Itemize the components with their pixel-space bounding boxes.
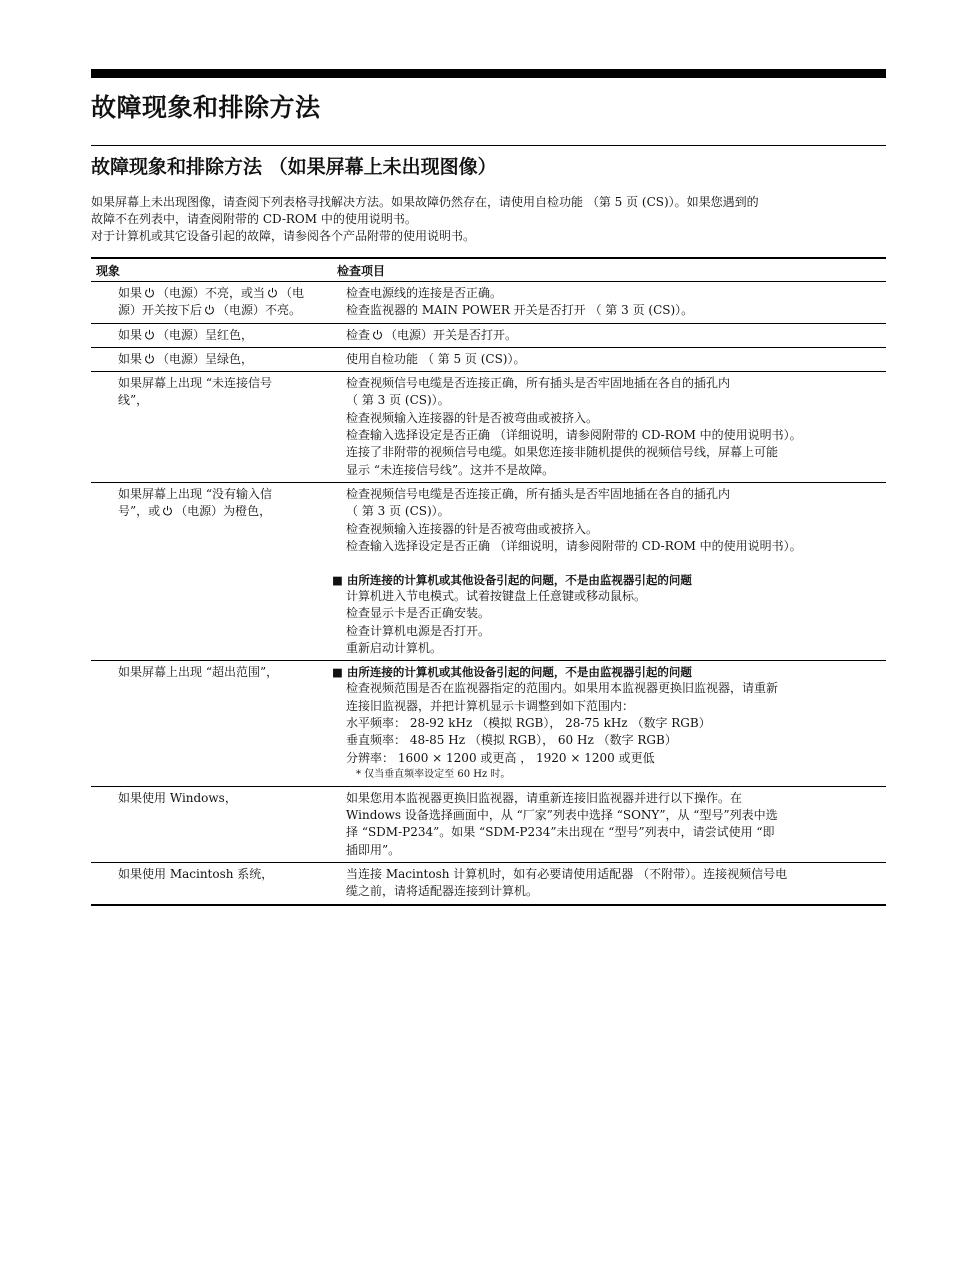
- symptom-text: （电源）为橙色，: [175, 504, 272, 519]
- symptom-text: 如果屏幕上出现 “没有输入信: [118, 486, 272, 501]
- manual-page: [91, 69, 886, 906]
- symptom-cell: [91, 863, 332, 905]
- check-line: 垂直频率： 48-85 Hz （模拟 RGB）， 60 Hz （数字 RGB）: [346, 733, 677, 748]
- symptom-cell: [91, 482, 332, 660]
- check-line: 检查: [346, 327, 371, 342]
- symptom-text: （电: [280, 286, 305, 300]
- check-line: 检查监视器的 MAIN POWER 开关是否打开 （ 第 3 页 (CS)）。: [346, 303, 694, 318]
- table-row: [91, 282, 886, 324]
- symptom-text: （电源）呈红色，: [157, 327, 254, 342]
- page-title: 故障现象和排除方法: [91, 93, 321, 122]
- check-cell: [332, 863, 886, 905]
- symptom-text: （电源）不亮，或当: [157, 286, 266, 300]
- check-cell: [332, 282, 886, 324]
- symptom-text: 号”，或: [118, 504, 161, 519]
- symptom-text: （电源）呈绿色，: [157, 351, 254, 366]
- check-line: 检查视频范围是否在监视器指定的范围内。如果用本监视器更换旧监视器，请重新: [346, 681, 779, 696]
- check-line: 检查显示卡是否正确安装。: [346, 606, 491, 621]
- header-symptom: 现象: [91, 258, 332, 282]
- table-row: [91, 372, 886, 483]
- top-rule: [91, 69, 886, 78]
- check-line: 检查视频信号电缆是否连接正确，所有插头是否牢固地插在各自的插孔内: [346, 486, 731, 501]
- check-line: 计算机进入节电模式。试着按键盘上任意键或移动鼠标。: [346, 589, 647, 604]
- check-cell: [332, 372, 886, 483]
- check-line: 插即用”。: [346, 842, 401, 857]
- symptom-text: 如果使用 Windows，: [118, 790, 237, 805]
- symptom-cell: [91, 282, 332, 324]
- power-icon: [144, 287, 155, 298]
- check-line: （ 第 3 页 (CS)）。: [346, 504, 450, 519]
- intro-line: 如果屏幕上未出现图像，请查阅下列表格寻找解决方法。如果故障仍然存在，请使用自检功能 （第 5 页 (CS)）。如果您遇到的: [91, 195, 759, 209]
- symptom-cell: [91, 323, 332, 347]
- table-row: [91, 323, 886, 347]
- check-line: 重新启动计算机。: [346, 641, 443, 656]
- pc-problem-note: ■ 由所连接的计算机或其他设备引起的问题，不是由监视器引起的问题: [332, 665, 692, 680]
- symptom-text: 如果屏幕上出现 “未连接信号: [118, 376, 272, 391]
- check-line: （ 第 3 页 (CS)）。: [346, 393, 450, 408]
- section-subtitle: 故障现象和排除方法 （如果屏幕上未出现图像）: [91, 156, 497, 178]
- intro-line: 故障不在列表中，请查阅附带的 CD-ROM 中的使用说明书。: [91, 212, 417, 226]
- check-line: 使用自检功能 （ 第 5 页 (CS)）。: [346, 351, 526, 366]
- symptom-cell: [91, 786, 332, 862]
- check-line: 当连接 Macintosh 计算机时，如有必要请使用适配器 （不附带）。连接视频信号电: [346, 867, 788, 882]
- symptom-text: （电源）不亮。: [217, 303, 302, 318]
- symptom-cell: [91, 347, 332, 371]
- check-cell: [332, 347, 886, 371]
- check-cell: [332, 661, 886, 786]
- pc-problem-note: ■ 由所连接的计算机或其他设备引起的问题，不是由监视器引起的问题: [332, 573, 692, 588]
- power-icon: [267, 287, 278, 298]
- check-line: 检查视频信号电缆是否连接正确，所有插头是否牢固地插在各自的插孔内: [346, 376, 731, 391]
- troubleshooting-table: [91, 257, 886, 906]
- power-icon: [144, 329, 155, 340]
- symptom-cell: [91, 372, 332, 483]
- symptom-text: 如果使用 Macintosh 系统，: [118, 867, 274, 882]
- table-row: [91, 863, 886, 905]
- symptom-text: 线”，: [118, 393, 149, 408]
- check-line: 缆之前，请将适配器连接到计算机。: [346, 884, 539, 899]
- table-header-row: [91, 258, 886, 282]
- symptom-text: 如果屏幕上出现 “超出范围”，: [118, 665, 279, 680]
- check-line: Windows 设备选择画面中，从 “厂家”列表中选择 “SONY”，从 “型号”列表中选: [346, 808, 778, 823]
- table-row: [91, 661, 886, 786]
- check-cell: [332, 786, 886, 862]
- power-icon: [144, 353, 155, 364]
- symptom-cell: [91, 661, 332, 786]
- symptom-text: 如果: [118, 351, 143, 366]
- footnote: * 仅当垂直频率设定至 60 Hz 时。: [356, 768, 511, 780]
- symptom-text: 如果: [118, 286, 143, 300]
- symptom-text: 源）开关按下后: [118, 303, 203, 318]
- check-line: 连接旧监视器，并把计算机显示卡调整到如下范围内：: [346, 698, 635, 713]
- check-line: 检查电源线的连接是否正确。: [346, 286, 503, 300]
- intro-text: [91, 194, 886, 245]
- header-check: 检查项目: [332, 258, 886, 282]
- check-line: 检查视频输入连接器的针是否被弯曲或被挤入。: [346, 410, 599, 425]
- check-line: 如果您用本监视器更换旧监视器，请重新连接旧监视器并进行以下操作。在: [346, 790, 743, 805]
- check-line: 检查输入选择设定是否正确 （详细说明，请参阅附带的 CD-ROM 中的使用说明书）。: [346, 538, 802, 553]
- check-line: 检查视频输入连接器的针是否被弯曲或被挤入。: [346, 521, 599, 536]
- power-icon: [372, 329, 383, 340]
- check-line: 水平频率： 28-92 kHz （模拟 RGB）， 28-75 kHz （数字 RGB）: [346, 715, 711, 730]
- check-line: 连接了非附带的视频信号电缆。如果您连接非随机提供的视频信号线，屏幕上可能: [346, 445, 779, 460]
- table-row: [91, 347, 886, 371]
- check-line: 显示 “未连接信号线”。这并不是故障。: [346, 462, 555, 477]
- check-line: （电源）开关是否打开。: [385, 327, 518, 342]
- check-line: 检查输入选择设定是否正确 （详细说明，请参阅附带的 CD-ROM 中的使用说明书）。: [346, 428, 802, 443]
- table-row: [91, 482, 886, 660]
- power-icon: [204, 304, 215, 315]
- check-line: 检查计算机电源是否打开。: [346, 623, 491, 638]
- table-row: [91, 786, 886, 862]
- check-cell: [332, 482, 886, 660]
- section-rule: [91, 145, 886, 146]
- power-icon: [162, 505, 173, 516]
- spacer: [346, 555, 882, 572]
- symptom-text: 如果: [118, 327, 143, 342]
- check-cell: [332, 323, 886, 347]
- check-line: 择 “SDM-P234”。如果 “SDM-P234”未出现在 “型号”列表中，请尝试使用 “即: [346, 825, 775, 840]
- intro-line: 对于计算机或其它设备引起的故障，请参阅各个产品附带的使用说明书。: [91, 229, 476, 243]
- check-line: 分辨率： 1600 × 1200 或更高 ， 1920 × 1200 或更低: [346, 750, 655, 765]
